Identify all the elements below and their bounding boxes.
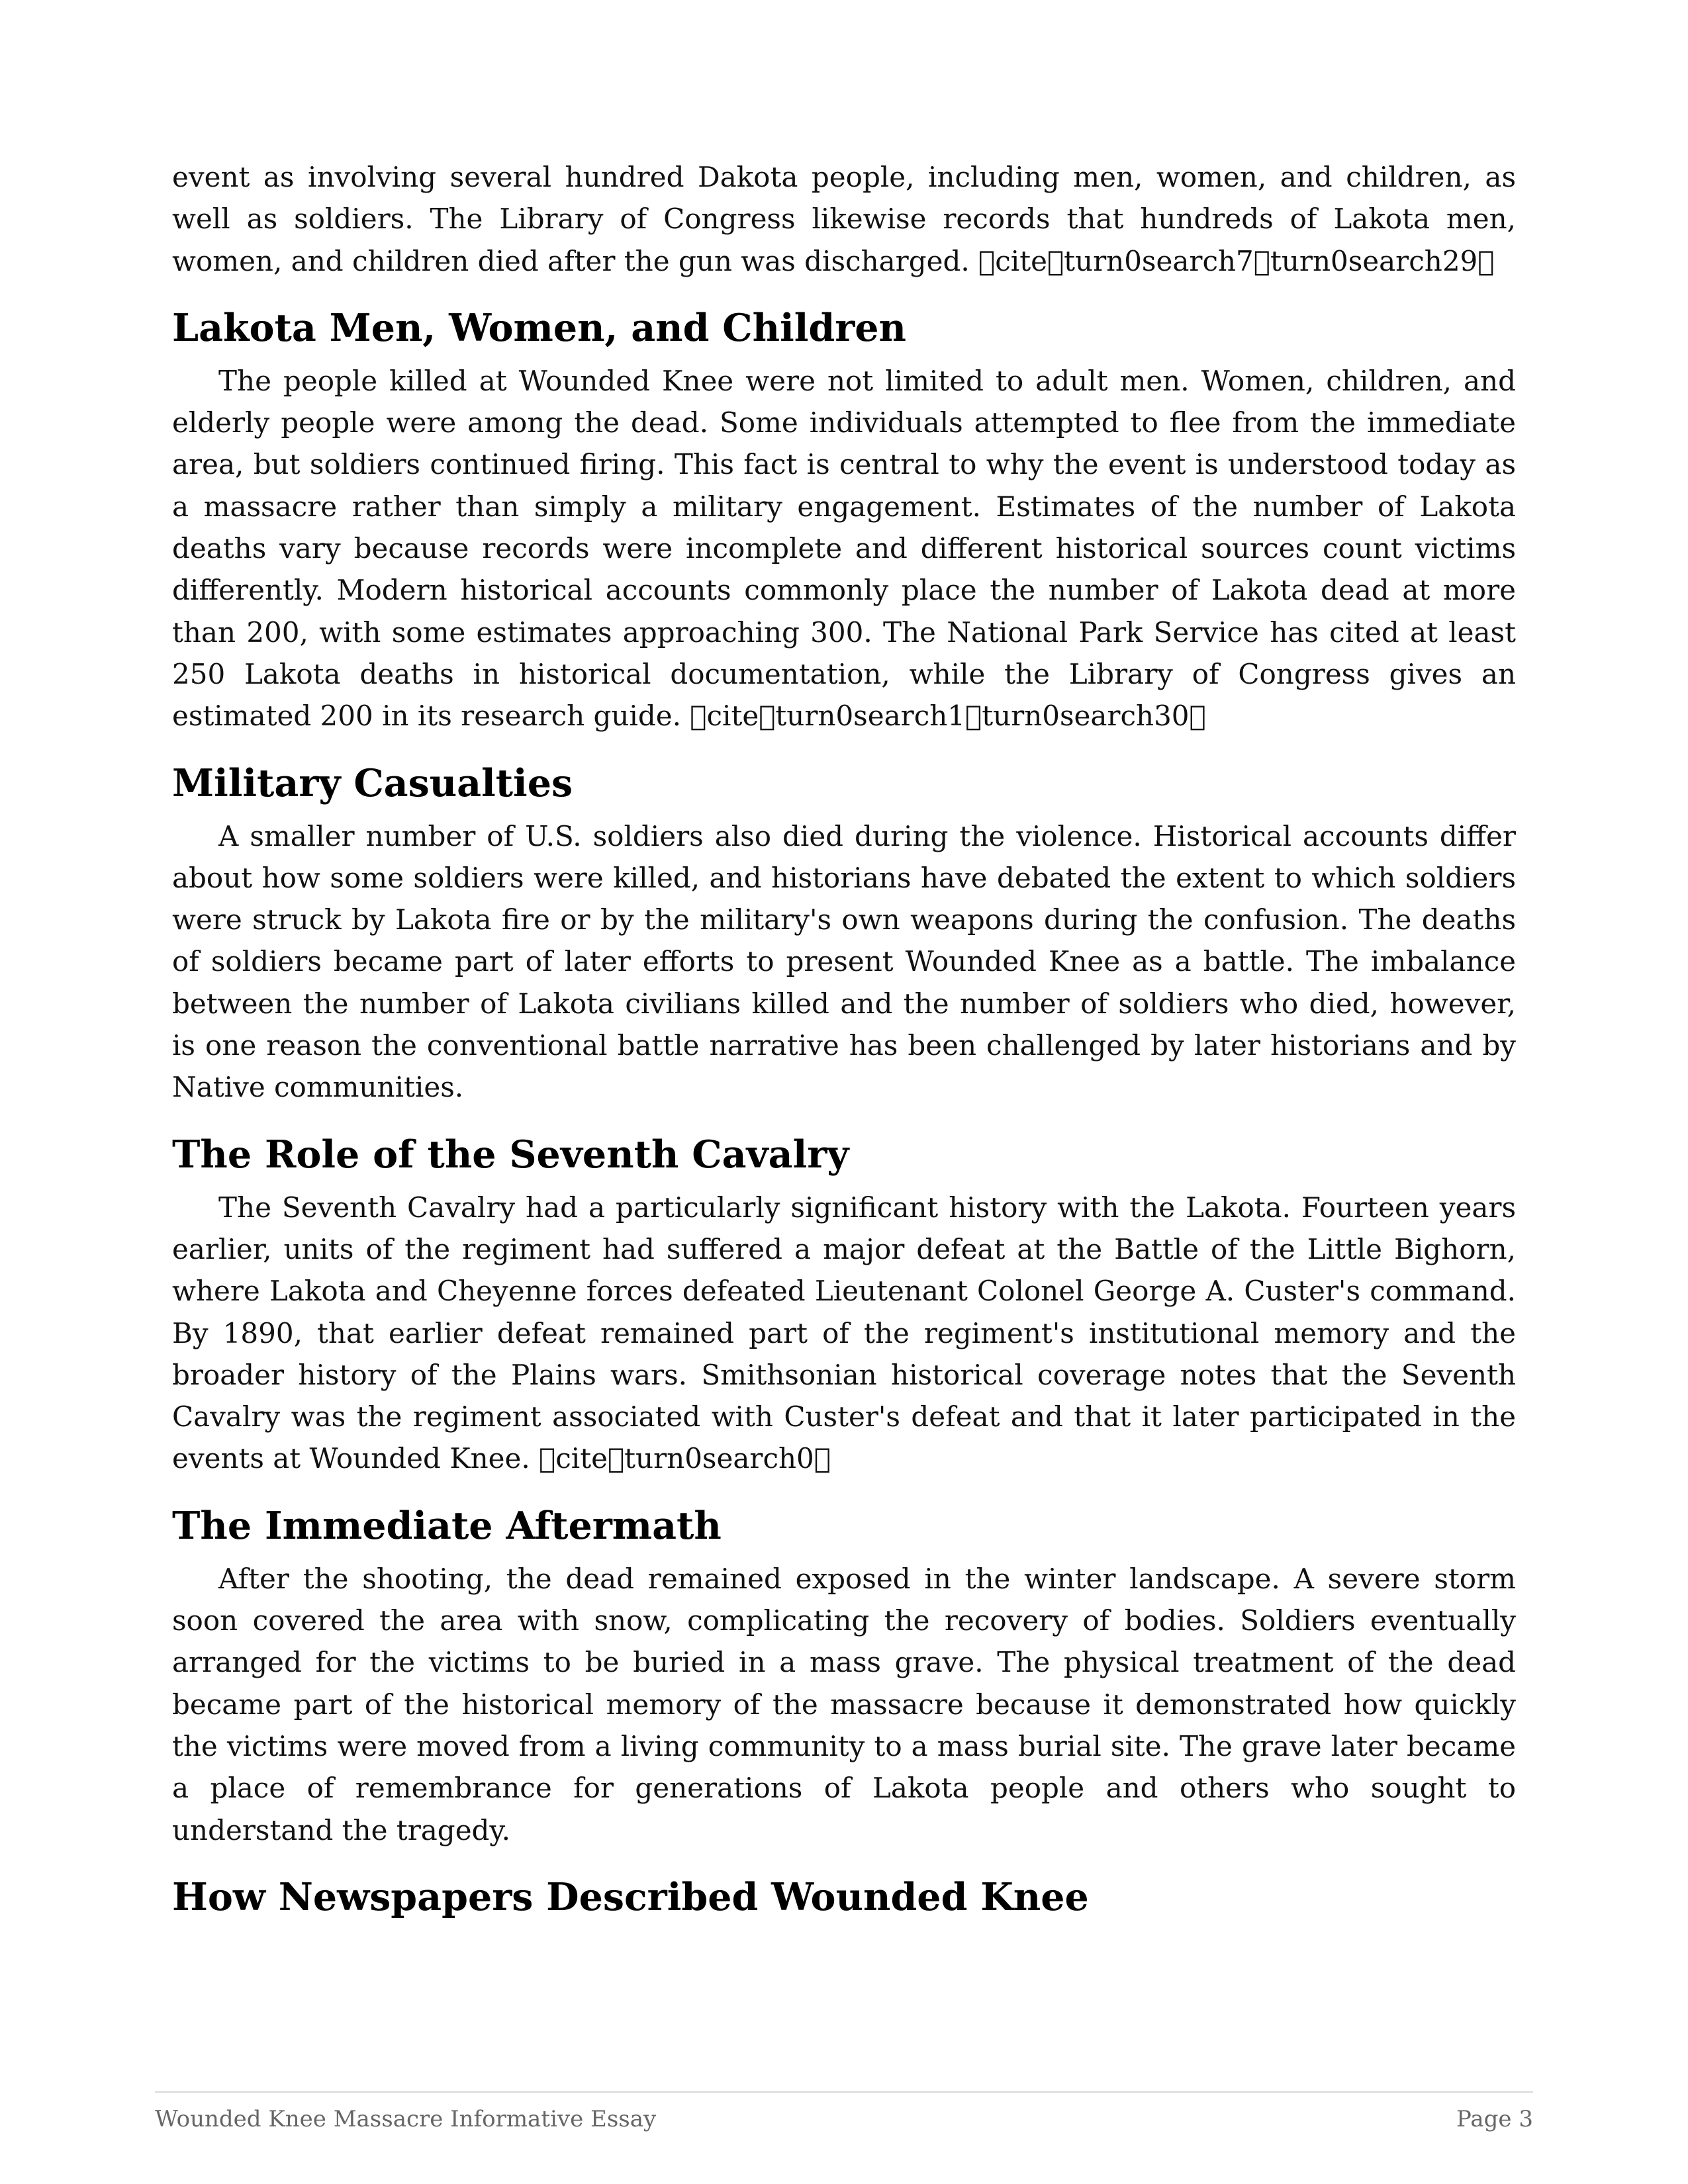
section-military-casualties <box>172 760 1516 1109</box>
section-heading: Lakota Men, Women, and Children <box>172 305 906 350</box>
section-heading: Military Casualties <box>172 760 573 805</box>
section-heading: The Role of the Seventh Cavalry <box>172 1132 849 1177</box>
section-paragraph: After the shooting, the dead remained exposed in the winter landscape. A severe storm soon covered the area with snow, complicating the recovery of bodies. Soldiers eventually arranged for the victims to be buried in a mass grave. The physical treatment of the dead became part of the historical memory of the massacre because it demonstrated how quickly the victims were moved from a living community to a mass burial site. The grave later became a place of remembrance for generations of Lakota people and others who sought to understand the tragedy. <box>172 1562 1516 1846</box>
section-paragraph: The Seventh Cavalry had a particularly significant history with the Lakota. Fourteen years earlier, units of the regiment had suffered a major defeat at the Battle of the Little Bighorn, where Lakota and Cheyenne forces defeated Lieutenant Colonel George A. Custer's command. By 1890, that earlier defeat remained part of the regiment's institutional memory and the broader history of the Plains wars. Smithsonian historical coverage notes that the Seventh Cavalry was the regiment associated with Custer's defeat and that it later participated in the events at Wounded Knee. cite turn0search0 <box>172 1191 1516 1475</box>
section-heading-newspapers: How Newspapers Described Wounded Knee <box>172 1874 1089 1919</box>
section-lakota-men-women-children <box>172 304 1516 737</box>
footer-divider <box>155 2091 1533 2093</box>
section-paragraph: The people killed at Wounded Knee were not limited to adult men. Women, children, and elderly people were among the dead. Some individuals attempted to flee from the immediate area, but soldiers continued firing. This fact is central to why the event is understood today as a massacre rather than simply a military engagement. Estimates of the number of Lakota deaths vary because records were incomplete and different historical sources count victims differently. Modern historical accounts commonly place the number of Lakota dead at more than 200, with some estimates approaching 300. The National Park Service has cited at least 250 Lakota deaths in historical documentation, while the Library of Congress gives an estimated 200 in its research guide. cite turn0search1 turn0search30 <box>172 364 1516 733</box>
section-immediate-aftermath <box>172 1502 1516 1851</box>
footer-page-number: Page 3 <box>1456 2106 1533 2132</box>
section-heading: The Immediate Aftermath <box>172 1503 722 1548</box>
section-paragraph: A smaller number of U.S. soldiers also died during the violence. Historical accounts differ about how some soldiers were killed, and historians have debated the extent to which soldiers were struck by Lakota fire or by the military's own weapons during the confusion. The deaths of soldiers became part of later efforts to present Wounded Knee as a battle. The imbalance between the number of Lakota civilians killed and the number of soldiers who died, however, is one reason the conventional battle narrative has been challenged by later historians and by Native communities. <box>172 819 1516 1104</box>
section-seventh-cavalry <box>172 1131 1516 1480</box>
footer-document-title: Wounded Knee Massacre Informative Essay <box>155 2106 657 2132</box>
intro-paragraph: event as involving several hundred Dakota people, including men, women, and children, as well as soldiers. The Library of Congress likewise records that hundreds of Lakota men, women, and children died after the gun was discharged. cite turn0search7 turn0search29 <box>172 161 1516 277</box>
document-body <box>172 156 1516 1921</box>
